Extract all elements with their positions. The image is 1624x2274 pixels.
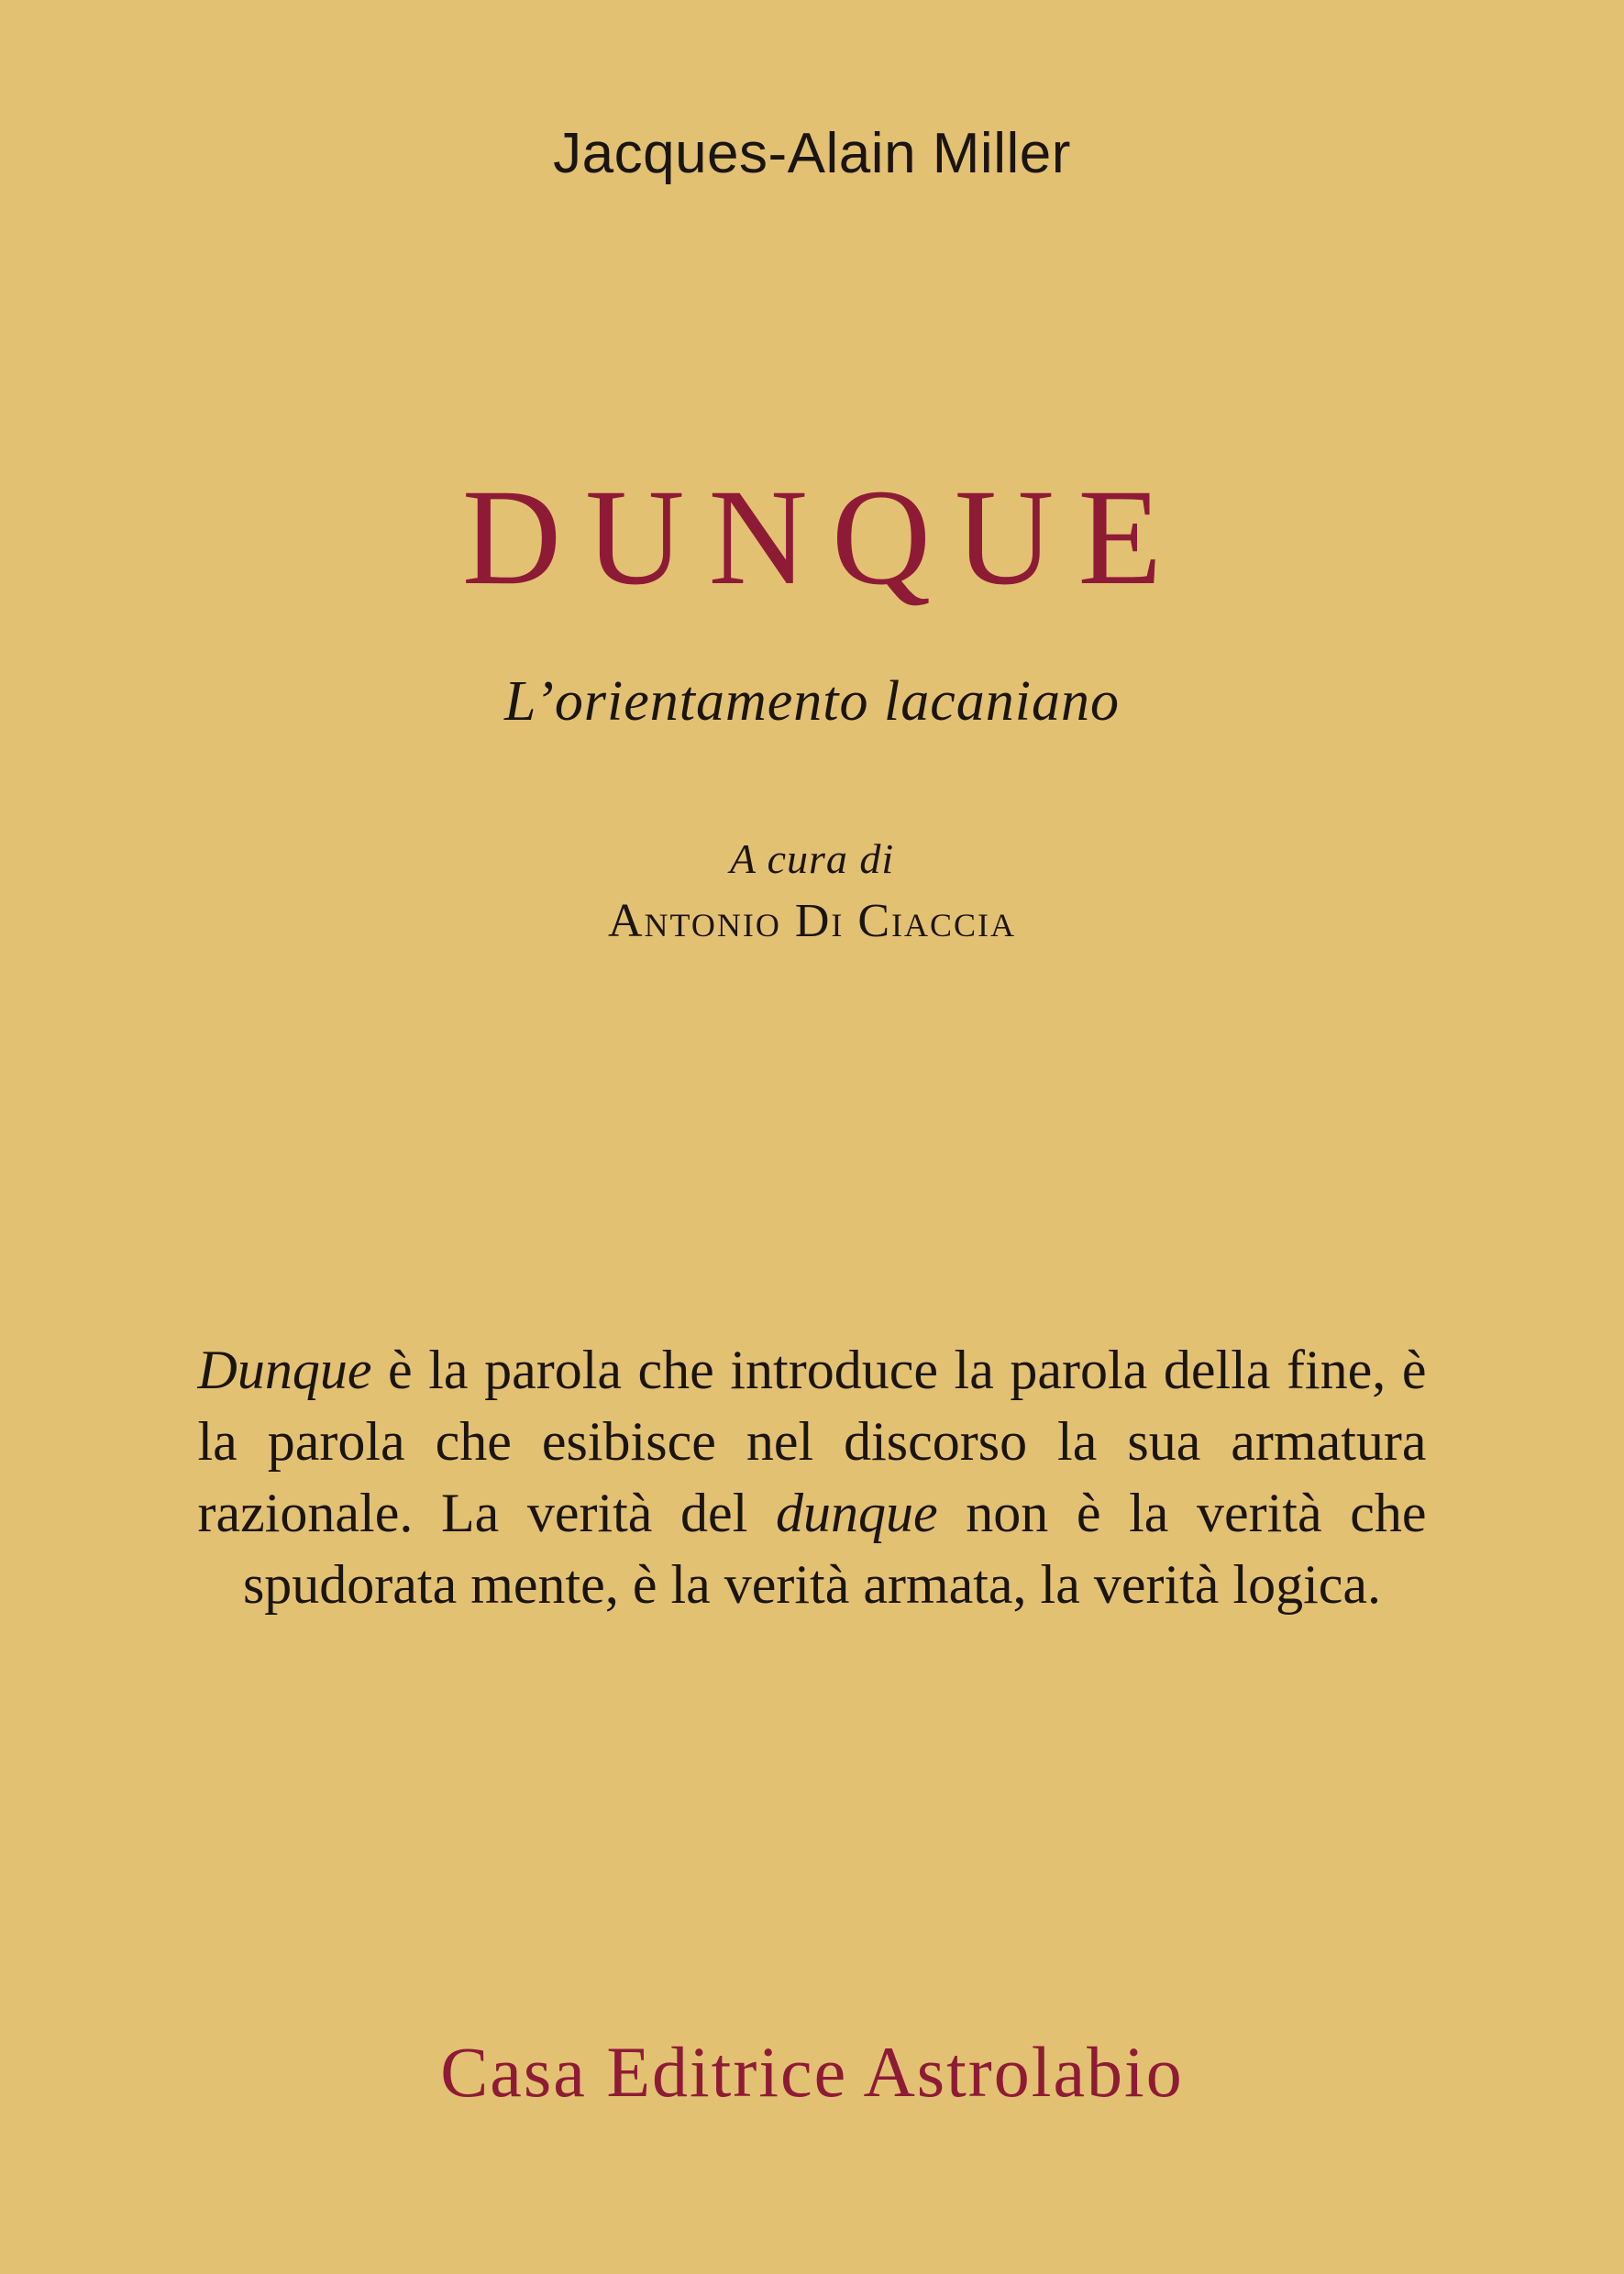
blurb-text-1: è la parola che introduce la parola della fine, è la parola che esibisce nel discorso la sua armatura razionale. La verità del — [197, 1340, 1427, 1543]
editor-credit — [0, 834, 1624, 948]
publisher-name: Casa Editrice Astrolabio — [440, 2032, 1184, 2112]
book-title: DUNQUE — [461, 461, 1187, 613]
book-subtitle: L’orientamento lacaniano — [504, 670, 1120, 733]
blurb-lead-word: Dunque — [197, 1340, 372, 1400]
author-name: Jacques-Alain Miller — [553, 122, 1071, 185]
blurb-text-2: non è la verità che spudorata mente, è la verità armata, la verità logica. — [242, 1483, 1427, 1615]
editor-label: A cura di — [729, 835, 895, 882]
editor-name: Antonio Di Ciaccia — [607, 895, 1017, 947]
cover-blurb — [198, 1334, 1427, 1620]
blurb-mid-word: dunque — [775, 1483, 938, 1543]
